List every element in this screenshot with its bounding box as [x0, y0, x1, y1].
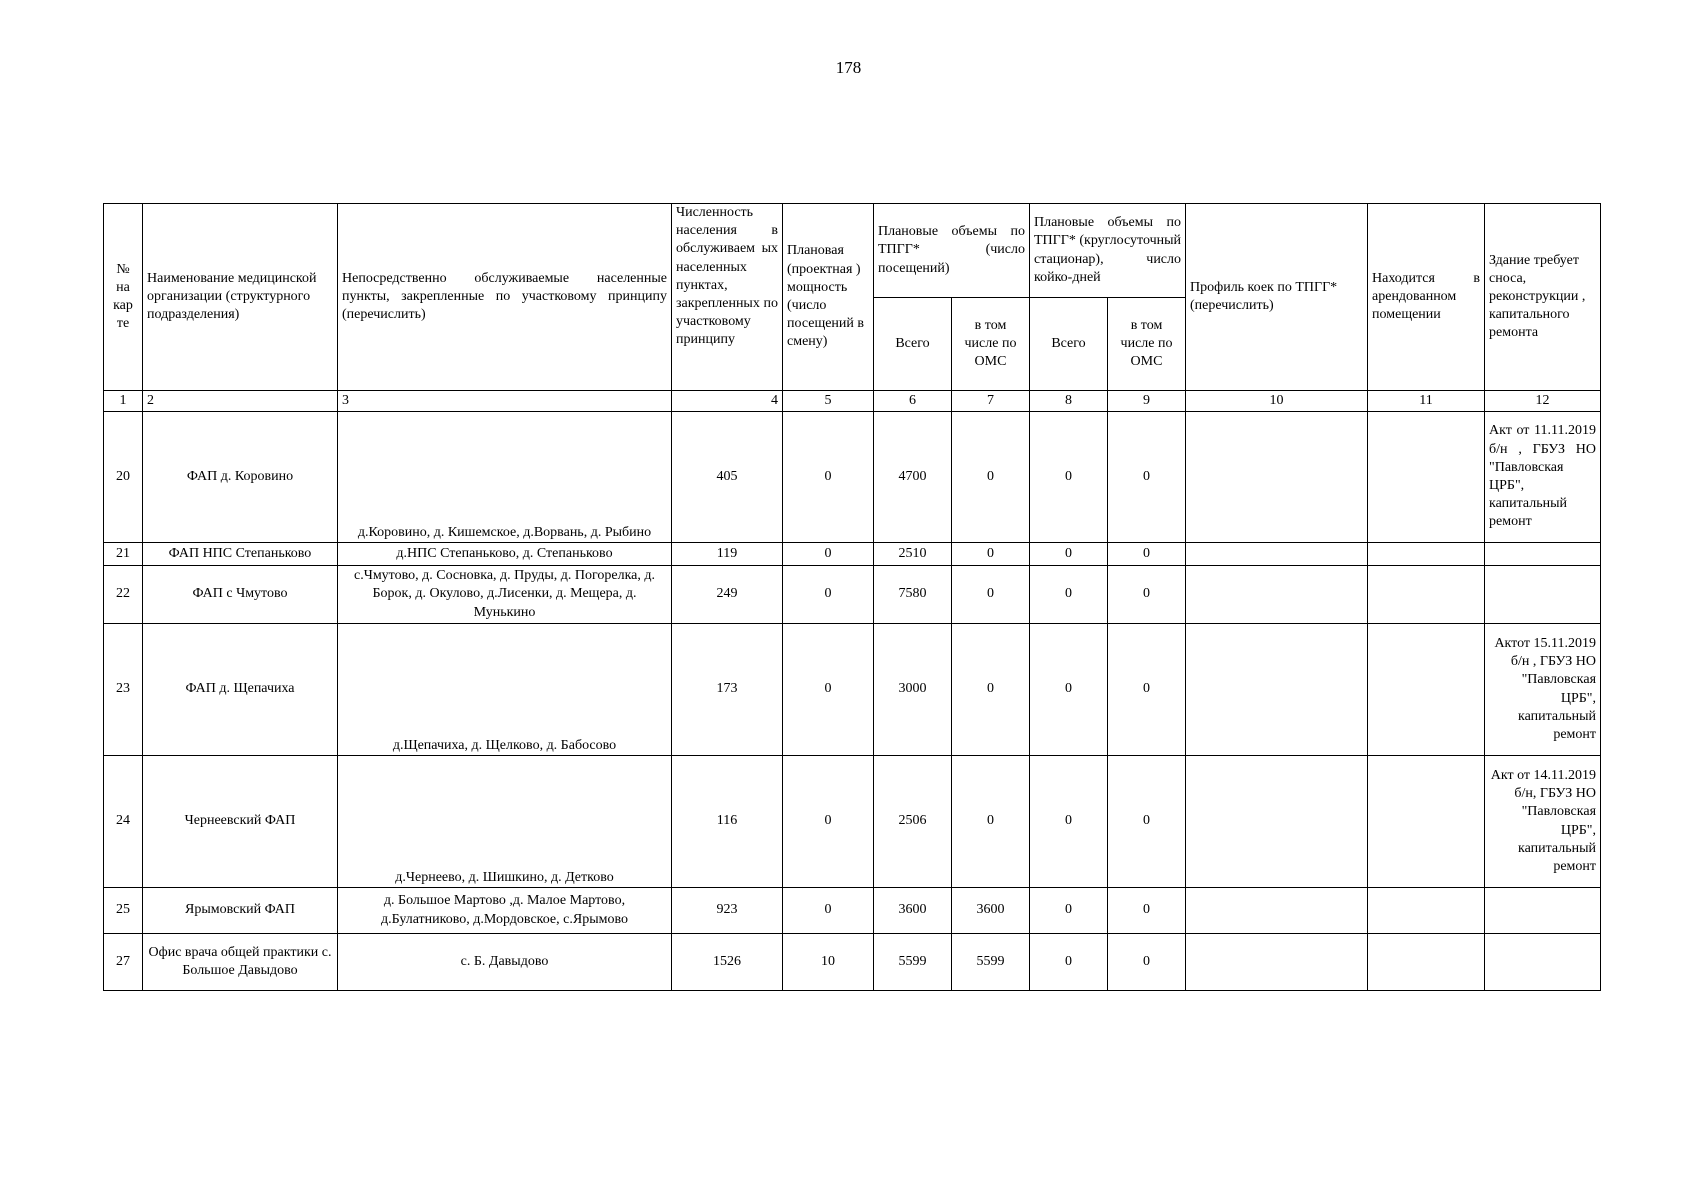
rented-cell: [1368, 412, 1485, 543]
rented-cell: [1368, 934, 1485, 991]
visits-total-cell: 3000: [874, 624, 952, 756]
visits-total-cell: 2506: [874, 756, 952, 888]
header-col-beddays: Плановые объемы по ТПГГ* (круглосуточный стационар), число койко-дней: [1030, 204, 1186, 298]
rented-cell: [1368, 566, 1485, 624]
header-col-population: Численность населения в обслуживаем ых населенных пунктах, закрепленных по участковому принципу: [672, 204, 783, 391]
capacity-cell: 0: [783, 566, 874, 624]
header-col-visits: Плановые объемы по ТПГГ* (число посещений): [874, 204, 1030, 298]
column-number: 9: [1108, 391, 1186, 412]
header-col-rented: Находится в арендованном помещении: [1368, 204, 1485, 391]
table-row: [104, 543, 1601, 566]
beddays-total-cell: 0: [1030, 412, 1108, 543]
header-col-beddays-total: Всего: [1030, 298, 1108, 391]
column-number: 1: [104, 391, 143, 412]
header-col-capacity: Плановая (проектная ) мощность (число посещений в смену): [783, 204, 874, 391]
header-col-visits-oms: в том числе по ОМС: [952, 298, 1030, 391]
bed-profile-cell: [1186, 566, 1368, 624]
rented-cell: [1368, 543, 1485, 566]
row-number: 25: [104, 888, 143, 934]
row-number: 23: [104, 624, 143, 756]
header-row-1: [104, 204, 1601, 298]
rented-cell: [1368, 624, 1485, 756]
rented-cell: [1368, 888, 1485, 934]
bed-profile-cell: [1186, 934, 1368, 991]
row-number: 21: [104, 543, 143, 566]
visits-total-cell: 3600: [874, 888, 952, 934]
row-number: 24: [104, 756, 143, 888]
facility-name: ФАП с Чмутово: [143, 566, 338, 624]
visits-total-cell: 4700: [874, 412, 952, 543]
column-numbers-row: [104, 391, 1601, 412]
visits-oms-cell: 5599: [952, 934, 1030, 991]
population-cell: 1526: [672, 934, 783, 991]
header-col-name: Наименование медицинской организации (структурного подразделения): [143, 204, 338, 391]
table-row: [104, 624, 1601, 756]
beddays-total-cell: 0: [1030, 756, 1108, 888]
beddays-total-cell: 0: [1030, 888, 1108, 934]
column-number: 6: [874, 391, 952, 412]
population-cell: 119: [672, 543, 783, 566]
beddays-oms-cell: 0: [1108, 934, 1186, 991]
visits-oms-cell: 3600: [952, 888, 1030, 934]
settlements-cell: с. Б. Давыдово: [338, 934, 672, 991]
table-row: [104, 566, 1601, 624]
header-col-bed-profile: Профиль коек по ТПГГ* (перечислить): [1186, 204, 1368, 391]
visits-total-cell: 7580: [874, 566, 952, 624]
column-number: 3: [338, 391, 672, 412]
population-cell: 405: [672, 412, 783, 543]
capacity-cell: 10: [783, 934, 874, 991]
rented-cell: [1368, 756, 1485, 888]
header-col-visits-total: Всего: [874, 298, 952, 391]
row-number: 22: [104, 566, 143, 624]
repair-cell: [1485, 888, 1601, 934]
settlements-cell: д. Большое Мартово ,д. Малое Мартово, д.Булатниково, д.Мордовское, с.Ярымово: [338, 888, 672, 934]
visits-oms-cell: 0: [952, 543, 1030, 566]
bed-profile-cell: [1186, 543, 1368, 566]
column-number: 7: [952, 391, 1030, 412]
settlements-cell: д.Коровино, д. Кишемское, д.Ворвань, д. Рыбино: [338, 412, 672, 543]
capacity-cell: 0: [783, 888, 874, 934]
column-number: 5: [783, 391, 874, 412]
bed-profile-cell: [1186, 756, 1368, 888]
population-cell: 249: [672, 566, 783, 624]
column-number: 2: [143, 391, 338, 412]
settlements-cell: д.Щепачиха, д. Щелково, д. Бабосово: [338, 624, 672, 756]
beddays-oms-cell: 0: [1108, 412, 1186, 543]
beddays-total-cell: 0: [1030, 624, 1108, 756]
column-number: 4: [672, 391, 783, 412]
bed-profile-cell: [1186, 412, 1368, 543]
facility-name: Чернеевский ФАП: [143, 756, 338, 888]
medical-facilities-table: [103, 203, 1601, 991]
table-row: [104, 934, 1601, 991]
visits-total-cell: 5599: [874, 934, 952, 991]
capacity-cell: 0: [783, 624, 874, 756]
beddays-oms-cell: 0: [1108, 888, 1186, 934]
visits-oms-cell: 0: [952, 566, 1030, 624]
header-col-settlements: Непосредственно обслуживаемые населенные пункты, закрепленные по участковому принципу (перечислить): [338, 204, 672, 391]
column-number: 12: [1485, 391, 1601, 412]
facility-name: Офис врача общей практики с. Большое Давыдово: [143, 934, 338, 991]
header-col-repair: Здание требует сноса, реконструкции , капитального ремонта: [1485, 204, 1601, 391]
beddays-total-cell: 0: [1030, 543, 1108, 566]
row-number: 27: [104, 934, 143, 991]
visits-oms-cell: 0: [952, 756, 1030, 888]
facility-name: Ярымовский ФАП: [143, 888, 338, 934]
row-number: 20: [104, 412, 143, 543]
repair-cell: [1485, 934, 1601, 991]
header-col-num: № на кар те: [104, 204, 143, 391]
repair-cell: Акт от 14.11.2019 б/н, ГБУЗ НО "Павловская ЦРБ", капитальный ремонт: [1485, 756, 1601, 888]
settlements-cell: с.Чмутово, д. Сосновка, д. Пруды, д. Погорелка, д. Борок, д. Окулово, д.Лисенки, д. Мещера, д. Мунькино: [338, 566, 672, 624]
population-cell: 923: [672, 888, 783, 934]
population-cell: 173: [672, 624, 783, 756]
beddays-total-cell: 0: [1030, 934, 1108, 991]
capacity-cell: 0: [783, 756, 874, 888]
facility-name: ФАП д. Коровино: [143, 412, 338, 543]
table-row: [104, 756, 1601, 888]
bed-profile-cell: [1186, 888, 1368, 934]
repair-cell: Акт от 11.11.2019 б/н , ГБУЗ НО "Павловская ЦРБ", капитальный ремонт: [1485, 412, 1601, 543]
beddays-oms-cell: 0: [1108, 756, 1186, 888]
column-number: 8: [1030, 391, 1108, 412]
beddays-oms-cell: 0: [1108, 566, 1186, 624]
beddays-oms-cell: 0: [1108, 543, 1186, 566]
capacity-cell: 0: [783, 412, 874, 543]
header-col-beddays-oms: в том числе по ОМС: [1108, 298, 1186, 391]
table-row: [104, 412, 1601, 543]
facility-name: ФАП д. Щепачиха: [143, 624, 338, 756]
facility-name: ФАП НПС Степаньково: [143, 543, 338, 566]
population-cell: 116: [672, 756, 783, 888]
repair-cell: [1485, 566, 1601, 624]
repair-cell: Актот 15.11.2019 б/н , ГБУЗ НО "Павловская ЦРБ", капитальный ремонт: [1485, 624, 1601, 756]
bed-profile-cell: [1186, 624, 1368, 756]
beddays-total-cell: 0: [1030, 566, 1108, 624]
settlements-cell: д.НПС Степаньково, д. Степаньково: [338, 543, 672, 566]
beddays-oms-cell: 0: [1108, 624, 1186, 756]
visits-oms-cell: 0: [952, 624, 1030, 756]
visits-oms-cell: 0: [952, 412, 1030, 543]
column-number: 11: [1368, 391, 1485, 412]
settlements-cell: д.Чернеево, д. Шишкино, д. Детково: [338, 756, 672, 888]
visits-total-cell: 2510: [874, 543, 952, 566]
repair-cell: [1485, 543, 1601, 566]
capacity-cell: 0: [783, 543, 874, 566]
page-number: 178: [835, 58, 862, 77]
column-number: 10: [1186, 391, 1368, 412]
table-row: [104, 888, 1601, 934]
